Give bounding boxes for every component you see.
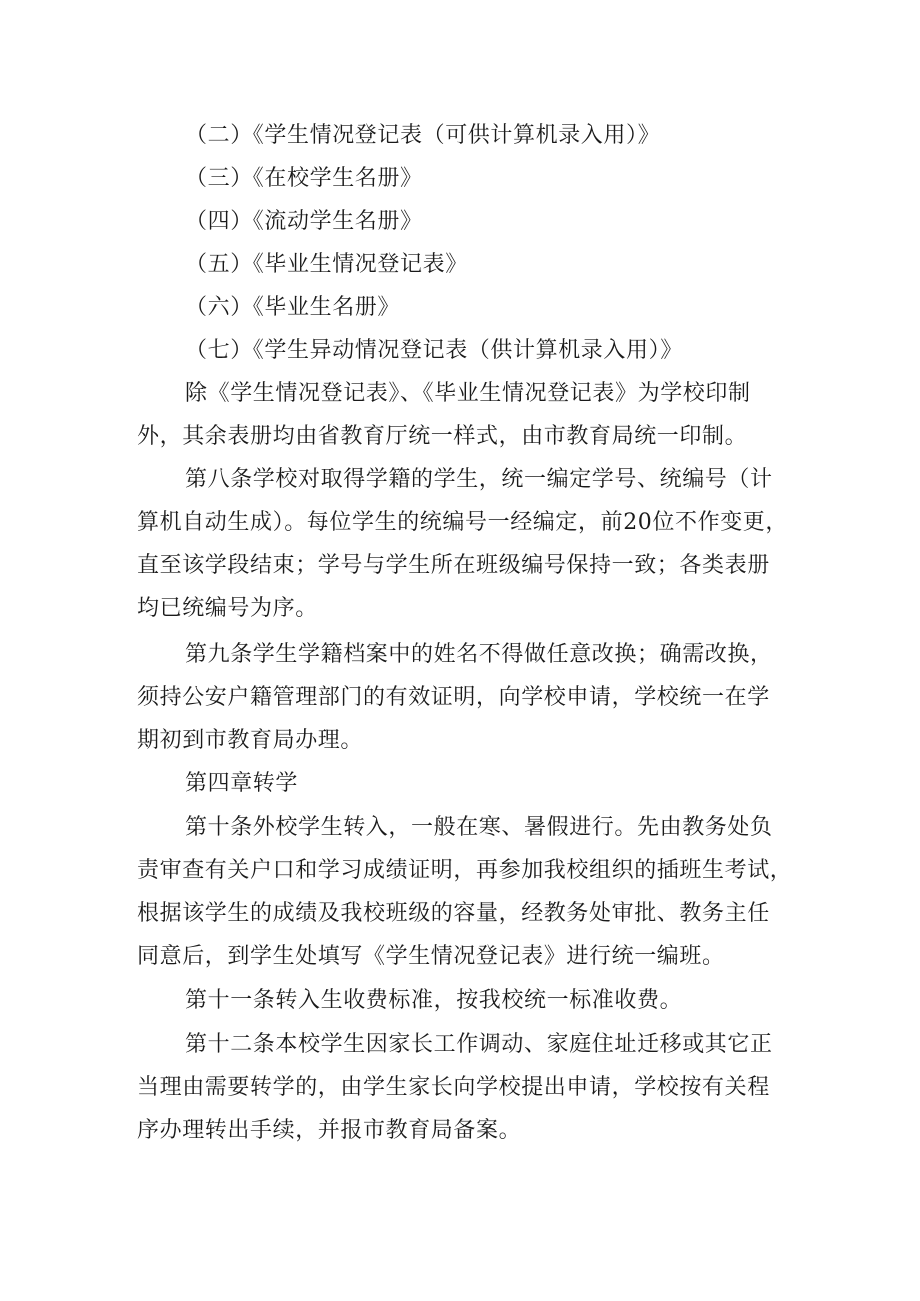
- paragraph-line: 第八条学校对取得学籍的学生，统一编定学号、统编号（计: [185, 467, 773, 492]
- paragraph-line: 直至该学段结束；学号与学生所在班级编号保持一致；各类表册: [137, 553, 770, 578]
- paragraph-line: 须持公安户籍管理部门的有效证明，向学校申请，学校统一在学: [137, 685, 770, 710]
- list-item-4: （四）《流动学生名册》: [185, 209, 423, 234]
- list-item-3: （三）《在校学生名册》: [185, 166, 423, 191]
- paragraph-line: 同意后，到学生处填写《学生情况登记表》进行统一编班。: [137, 944, 725, 969]
- paragraph-article-11: 第十一条转入生收费标准，按我校统一标准收费。: [185, 988, 683, 1013]
- paragraph-line: 外，其余表册均由省教育厅统一样式，由市教育局统一印制。: [137, 424, 748, 449]
- paragraph-line: 当理由需要转学的，由学生家长向学校提出申请，学校按有关程: [137, 1075, 770, 1100]
- paragraph-line: 根据该学生的成绩及我校班级的容量，经教务处审批、教务主任: [137, 901, 770, 926]
- list-item-6: （六）《毕业生名册》: [185, 295, 401, 320]
- paragraph-line: 算机自动生成）。每位学生的统编号一经编定，前20位不作变更，: [137, 510, 788, 535]
- paragraph-line: 均已统编号为序。: [137, 596, 318, 621]
- list-item-7: （七）《学生异动情况登记表（供计算机录入用）》: [185, 338, 683, 363]
- paragraph-line: 第十二条本校学生因家长工作调动、家庭住址迁移或其它正: [185, 1032, 773, 1057]
- paragraph-line: 责审查有关户口和学习成绩证明，再参加我校组织的插班生考试，: [137, 858, 793, 883]
- paragraph-line: 除《学生情况登记表》、《毕业生情况登记表》为学校印制: [185, 381, 751, 406]
- paragraph-line: 第九条学生学籍档案中的姓名不得做任意改换；确需改换，: [185, 642, 773, 667]
- chapter-heading: 第四章转学: [185, 771, 299, 796]
- paragraph-line: 期初到市教育局办理。: [137, 728, 364, 753]
- paragraph-line: 第十条外校学生转入，一般在寒、暑假进行。先由教务处负: [185, 815, 773, 840]
- paragraph-line: 序办理转出手续，并报市教育局备案。: [137, 1118, 522, 1143]
- list-item-5: （五）《毕业生情况登记表》: [185, 252, 468, 277]
- list-item-2: （二）《学生情况登记表（可供计算机录入用）》: [185, 123, 661, 148]
